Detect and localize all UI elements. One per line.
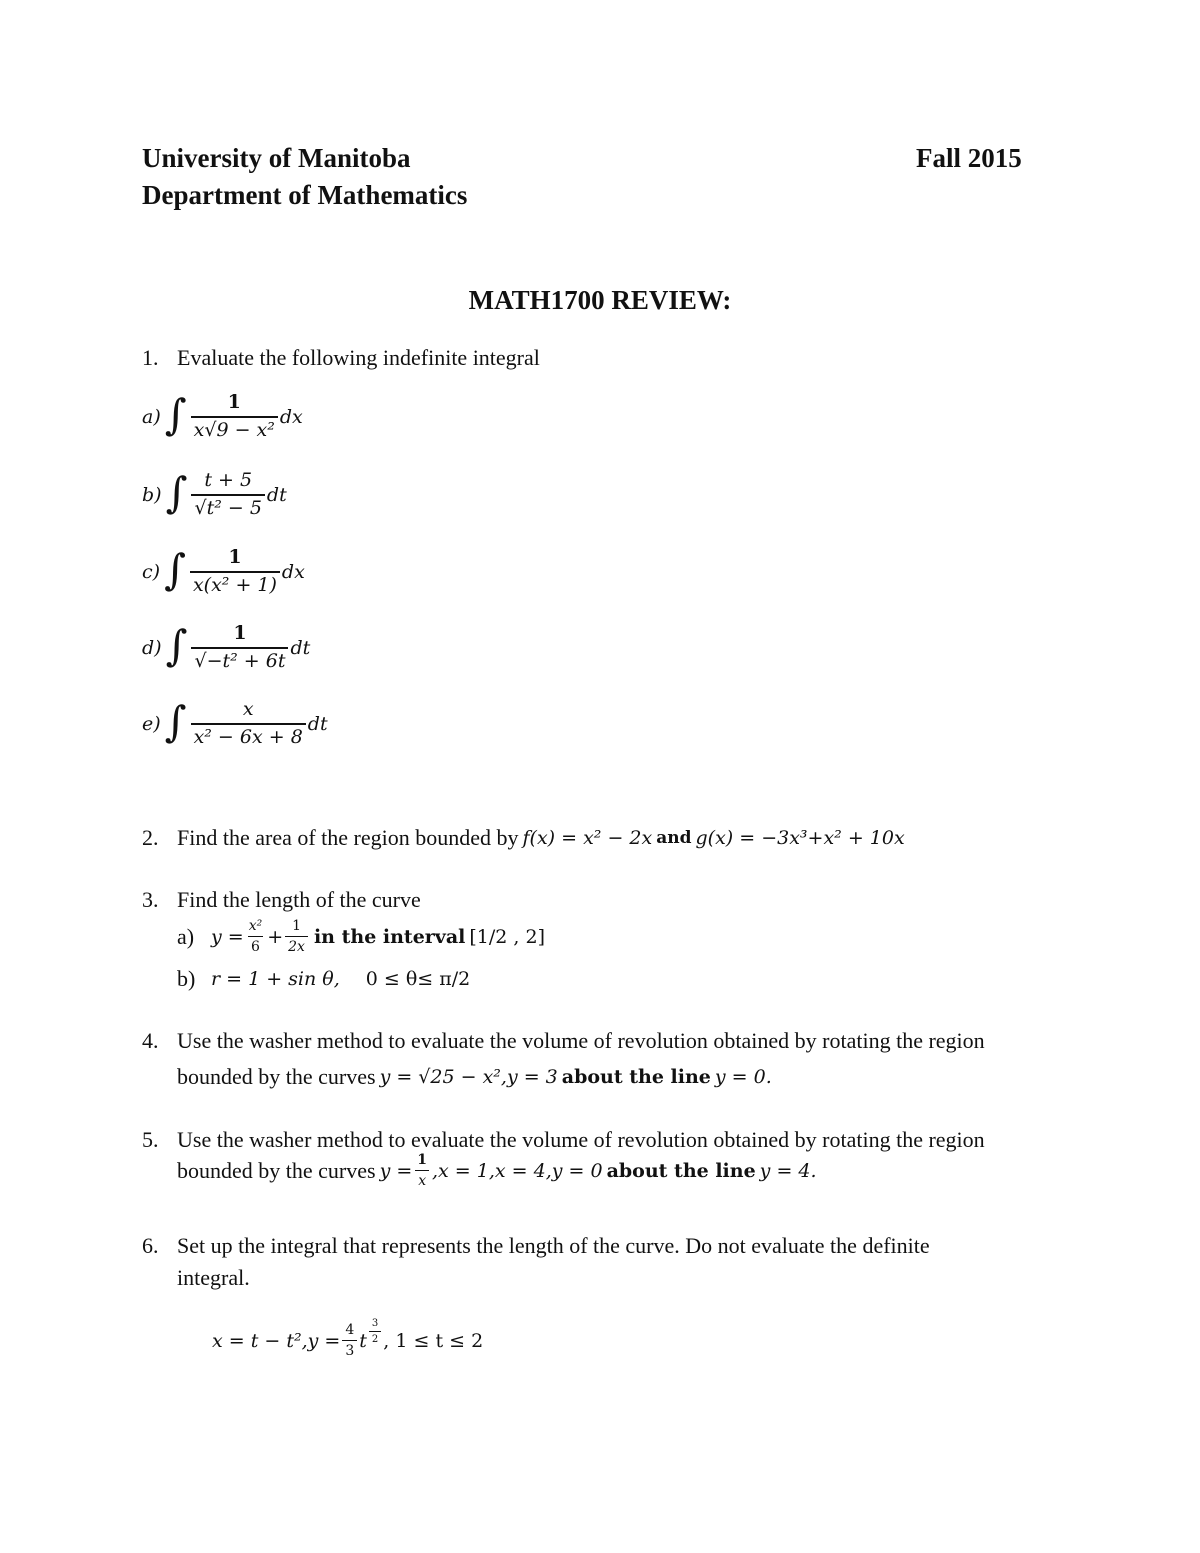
q4-number: 4. bbox=[142, 1028, 159, 1053]
q5-y-eq: y = bbox=[379, 1159, 413, 1182]
q5-line2-text: bounded by the curves bbox=[177, 1157, 376, 1183]
university-name: University of Manitoba bbox=[142, 143, 411, 173]
q1d-numerator: 1 bbox=[233, 622, 247, 644]
q5-curves: ,x = 1,x = 4,y = 0 bbox=[432, 1159, 603, 1182]
q2-line bbox=[177, 825, 905, 851]
q1e-numerator: x bbox=[242, 698, 254, 720]
q6-frac-den: 3 bbox=[342, 1340, 357, 1359]
q1c-differential: dx bbox=[281, 560, 305, 583]
q1e-label: e) bbox=[142, 712, 161, 735]
q1d-label: d) bbox=[142, 636, 162, 659]
q3a-frac2-num: 1 bbox=[292, 918, 301, 934]
integral-sign: ∫ bbox=[164, 544, 186, 594]
q1b-numerator: t + 5 bbox=[204, 469, 253, 491]
q5-line1: Use the washer method to evaluate the volume of revolution obtained by rotating the region bbox=[177, 1127, 985, 1152]
q1-prompt: Evaluate the following indefinite integral bbox=[177, 345, 540, 370]
q1a-label: a) bbox=[142, 405, 161, 428]
q1e-denominator: x² − 6x + 8 bbox=[191, 723, 306, 749]
q3-text: Find the length of the curve bbox=[177, 887, 421, 912]
integral-sign: ∫ bbox=[164, 696, 187, 746]
q1a-denominator: x√9 − x² bbox=[191, 416, 278, 442]
q3b-expression: r = 1 + sin θ, bbox=[211, 968, 340, 990]
q2-and: and bbox=[656, 828, 692, 848]
q3b-range: 0 ≤ θ≤ π/2 bbox=[365, 968, 471, 990]
q6-t-base: t bbox=[359, 1329, 367, 1352]
q1-part-e bbox=[142, 696, 328, 749]
q4-curves: y = √25 − x²,y = 3 bbox=[379, 1066, 558, 1088]
department-name: Department of Mathematics bbox=[142, 180, 468, 210]
q6-number: 6. bbox=[142, 1233, 159, 1258]
q5-frac-den: x bbox=[415, 1170, 429, 1189]
q1a-differential: dx bbox=[279, 405, 303, 428]
q1b-label: b) bbox=[142, 483, 162, 506]
q5-line2 bbox=[177, 1152, 817, 1189]
q3b-label: b) bbox=[177, 966, 196, 991]
q6-x-expression: x = t − t²,y = bbox=[212, 1329, 341, 1352]
q3a-label: a) bbox=[177, 923, 195, 949]
q4-line2 bbox=[177, 1064, 772, 1090]
q1-part-d bbox=[142, 620, 311, 673]
q1a-numerator: 1 bbox=[227, 391, 241, 413]
q1-part-a bbox=[142, 389, 303, 442]
q6-parametric-curve bbox=[212, 1317, 484, 1360]
q6-exp-den: 2 bbox=[369, 1331, 381, 1346]
q5-about-text: about the line bbox=[606, 1159, 756, 1182]
q4-line1: Use the washer method to evaluate the volume of revolution obtained by rotating the region bbox=[177, 1028, 985, 1053]
q1-part-b bbox=[142, 467, 287, 520]
q3a-interval-text: in the interval bbox=[313, 925, 466, 948]
q3a-plus: + bbox=[267, 925, 284, 948]
q2-f-expression: f(x) = x² − 2x bbox=[522, 827, 653, 849]
q2-text: Find the area of the region bounded by bbox=[177, 825, 519, 850]
q3a-frac2-den: 2x bbox=[285, 936, 308, 955]
integral-sign: ∫ bbox=[165, 620, 188, 670]
page-title: MATH1700 REVIEW: bbox=[468, 285, 732, 315]
q3-number: 3. bbox=[142, 887, 159, 912]
q6-line2: integral. bbox=[177, 1265, 250, 1290]
q5-number: 5. bbox=[142, 1127, 159, 1152]
q4-line2-text: bounded by the curves bbox=[177, 1064, 376, 1089]
q5-axis: y = 4. bbox=[759, 1159, 817, 1182]
q1b-differential: dt bbox=[266, 483, 287, 506]
q4-axis: y = 0. bbox=[714, 1066, 772, 1088]
term-label: Fall 2015 bbox=[916, 143, 1022, 173]
q6-frac-num: 4 bbox=[345, 1322, 355, 1338]
q3-part-b bbox=[177, 966, 470, 992]
q3a-interval: [1/2 , 2] bbox=[469, 925, 545, 948]
q3a-frac1-den: 6 bbox=[248, 936, 263, 955]
q1e-differential: dt bbox=[307, 712, 328, 735]
q1-number: 1. bbox=[142, 345, 159, 370]
q2-g-expression: g(x) = −3x³+x² + 10x bbox=[695, 827, 905, 849]
q1c-numerator: 1 bbox=[228, 546, 242, 568]
q3-part-a bbox=[177, 918, 545, 955]
q2-number: 2. bbox=[142, 825, 159, 850]
q5-frac-num: 1 bbox=[417, 1152, 428, 1168]
q3a-lhs: y = bbox=[211, 925, 244, 948]
q6-exp-num: 3 bbox=[371, 1317, 379, 1329]
q3a-frac1-num: x² bbox=[248, 918, 263, 934]
integral-sign: ∫ bbox=[164, 389, 187, 439]
q1b-denominator: √t² − 5 bbox=[191, 494, 264, 520]
q6-range: , 1 ≤ t ≤ 2 bbox=[383, 1329, 484, 1352]
q1c-denominator: x(x² + 1) bbox=[190, 571, 280, 597]
q1c-label: c) bbox=[142, 560, 161, 583]
q1d-denominator: √−t² + 6t bbox=[191, 647, 288, 673]
integral-sign: ∫ bbox=[165, 467, 188, 517]
q1d-differential: dt bbox=[290, 636, 311, 659]
q4-about-text: about the line bbox=[561, 1066, 711, 1088]
q6-line1: Set up the integral that represents the length of the curve. Do not evaluate the definite bbox=[177, 1233, 930, 1258]
q1-part-c bbox=[142, 544, 305, 597]
